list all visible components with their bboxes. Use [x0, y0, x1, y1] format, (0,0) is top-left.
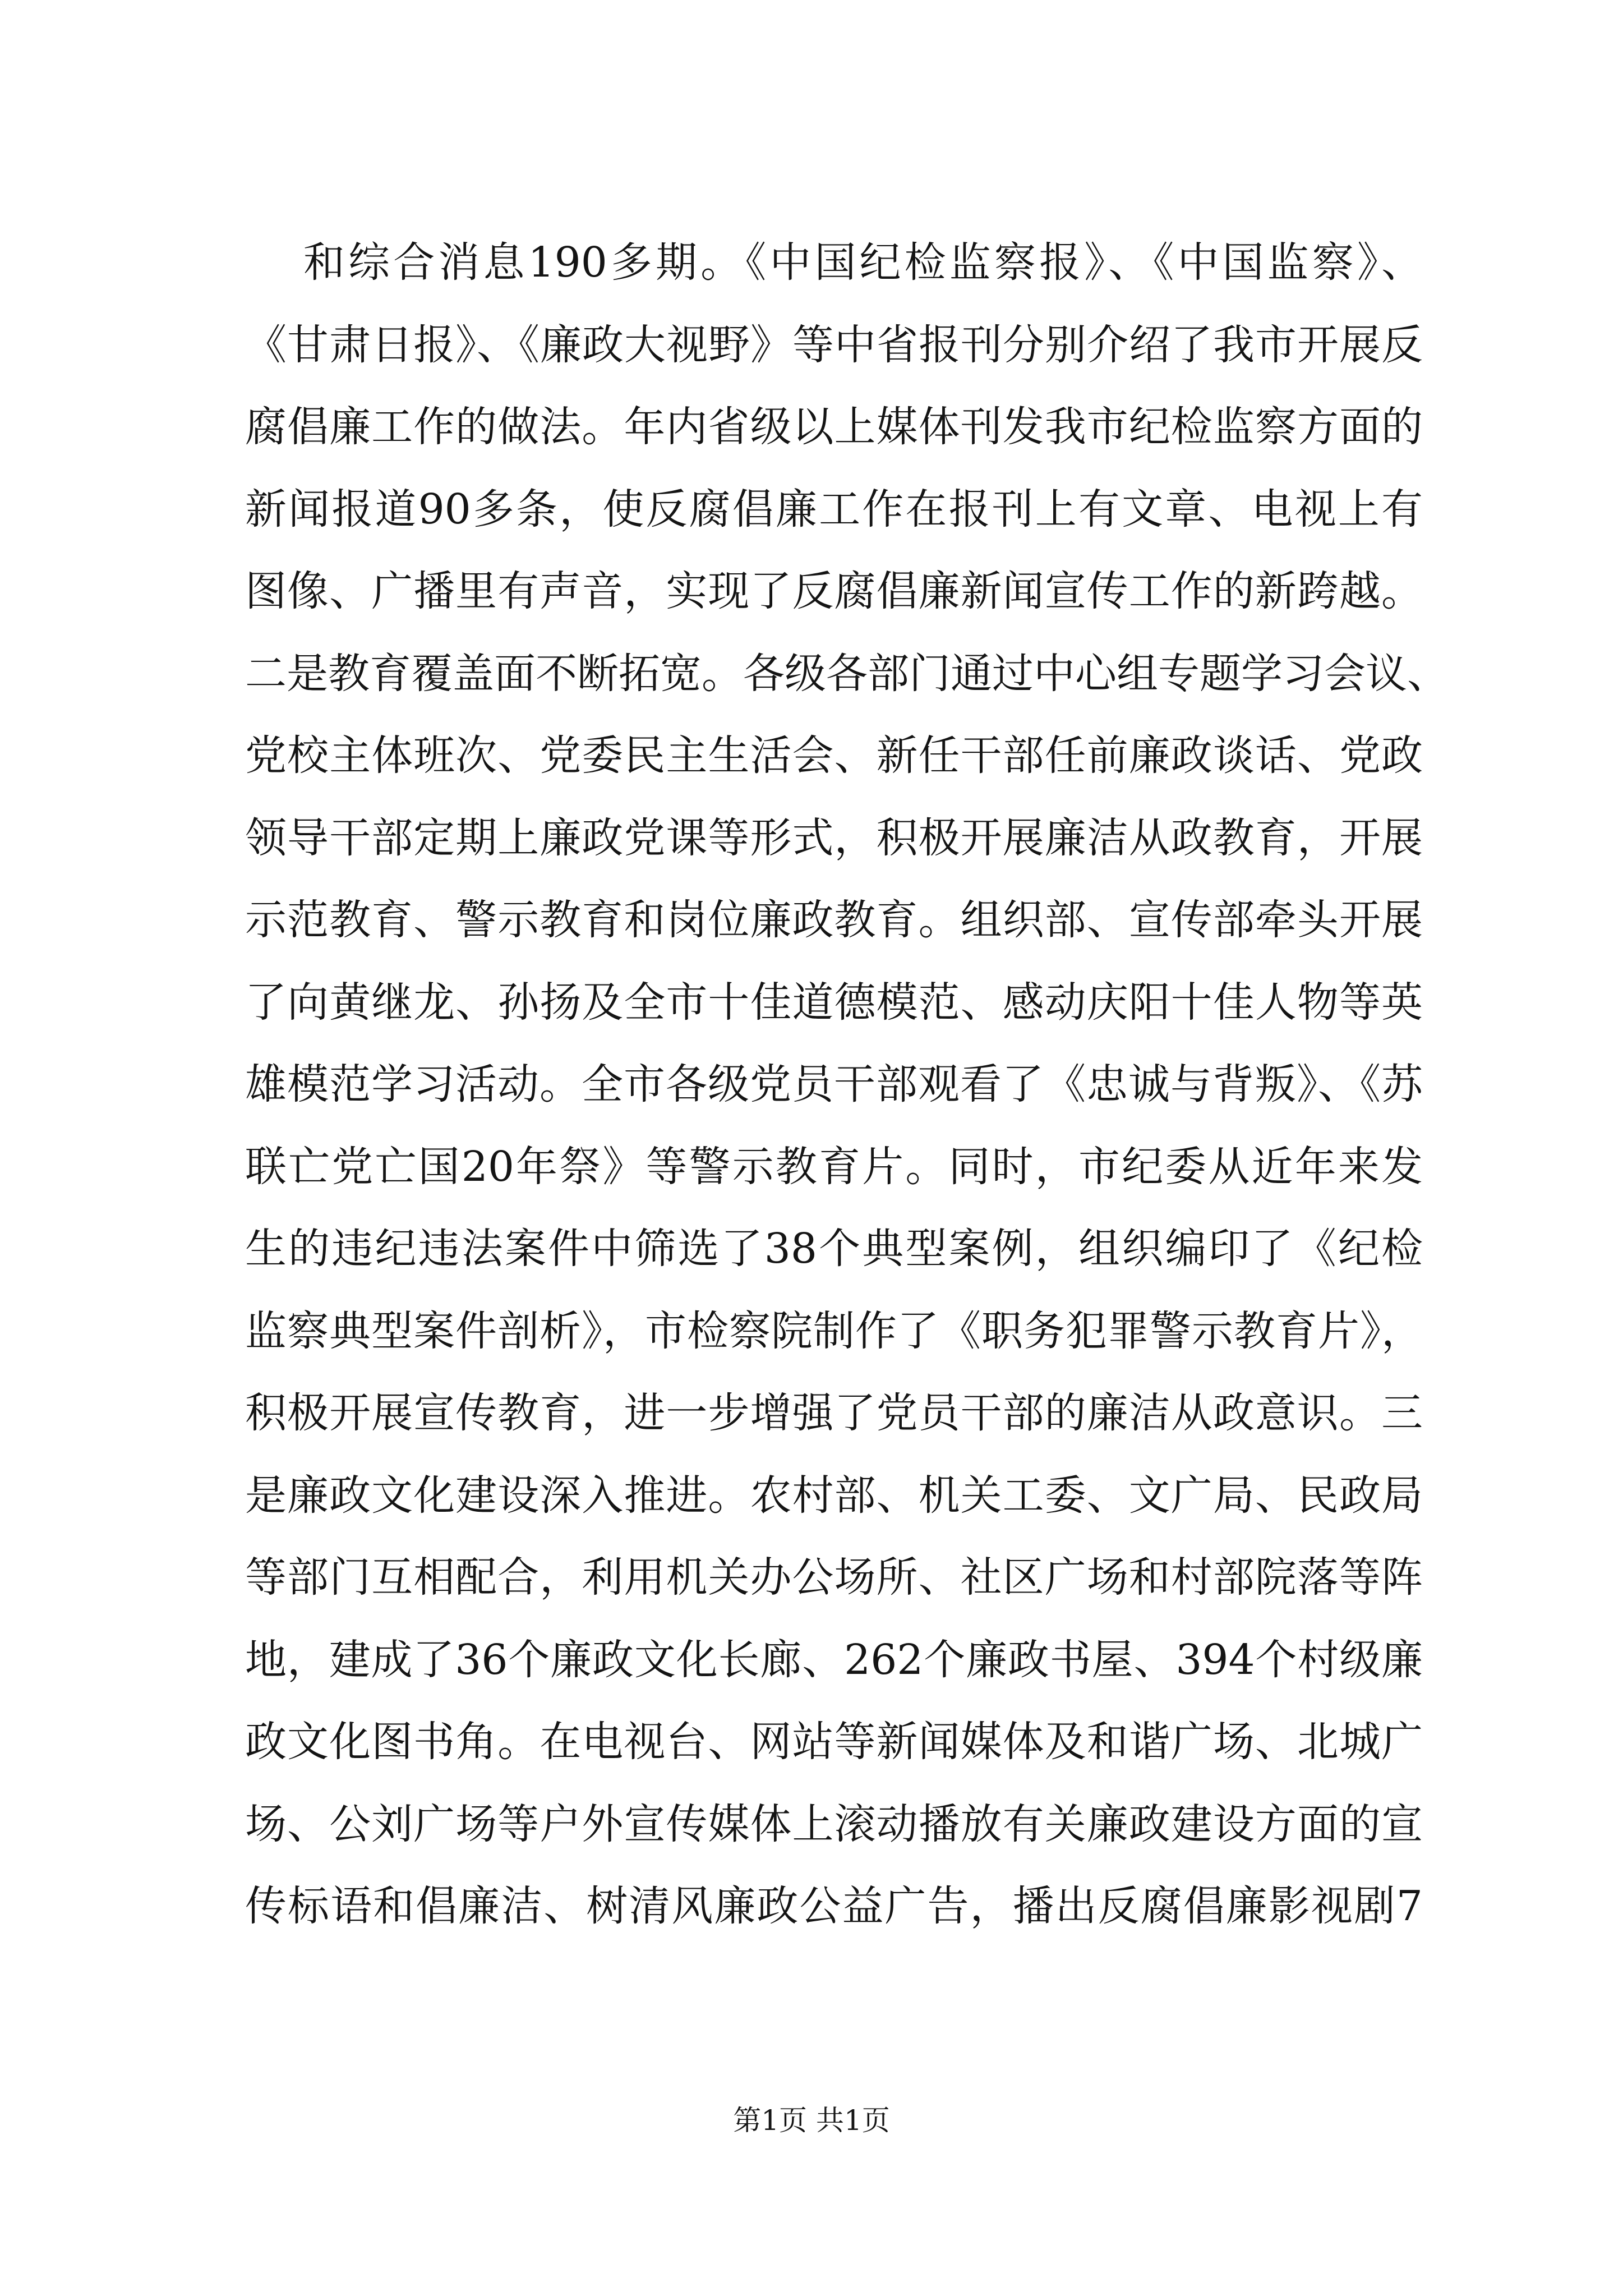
text-line: 联亡党亡国20年祭》等警示教育片。同时，市纪委从近年来发 — [245, 1142, 1423, 1191]
text-line: 腐倡廉工作的做法。年内省级以上媒体刊发我市纪检监察方面的 — [245, 403, 1423, 451]
text-line: 等部门互相配合，利用机关办公场所、社区广场和村部院落等阵 — [245, 1553, 1423, 1602]
text-line: 雄模范学习活动。全市各级党员干部观看了《忠诚与背叛》、《苏 — [245, 1060, 1423, 1108]
text-line: 和综合消息190多期。《中国纪检监察报》、《中国监察》、 — [303, 238, 1423, 287]
text-line: 积极开展宣传教育，进一步增强了党员干部的廉洁从政意识。三 — [245, 1389, 1423, 1437]
text-line: 场、公刘广场等户外宣传媒体上滚动播放有关廉政建设方面的宣 — [245, 1800, 1423, 1848]
text-line: 生的违纪违法案件中筛选了38个典型案例，组织编印了《纪检 — [245, 1225, 1423, 1273]
page-footer: 第1页 共1页 — [733, 2104, 890, 2137]
text-line: 《甘肃日报》、《廉政大视野》等中省报刊分别介绍了我市开展反 — [245, 320, 1423, 369]
text-line: 二是教育覆盖面不断拓宽。各级各部门通过中心组专题学习会议、 — [245, 649, 1449, 698]
text-line: 图像、广播里有声音，实现了反腐倡廉新闻宣传工作的新跨越。 — [245, 567, 1423, 615]
text-line: 传标语和倡廉洁、树清风廉政公益广告，播出反腐倡廉影视剧7 — [245, 1882, 1423, 1930]
text-line: 示范教育、警示教育和岗位廉政教育。组织部、宣传部牵头开展 — [245, 896, 1423, 944]
body-paragraph — [245, 222, 1449, 1948]
text-line: 领导干部定期上廉政党课等形式，积极开展廉洁从政教育，开展 — [245, 813, 1423, 862]
text-line: 是廉政文化建设深入推进。农村部、机关工委、文广局、民政局 — [245, 1471, 1423, 1520]
text-line: 监察典型案件剖析》，市检察院制作了《职务犯罪警示教育片》， — [245, 1306, 1423, 1355]
text-line: 地，建成了36个廉政文化长廊、262个廉政书屋、394个村级廉 — [245, 1635, 1423, 1684]
text-line: 政文化图书角。在电视台、网站等新闻媒体及和谐广场、北城广 — [245, 1718, 1423, 1766]
text-line: 了向黄继龙、孙扬及全市十佳道德模范、感动庆阳十佳人物等英 — [245, 978, 1423, 1027]
text-line: 新闻报道90多条，使反腐倡廉工作在报刊上有文章、电视上有 — [245, 485, 1423, 533]
text-line: 党校主体班次、党委民主生活会、新任干部任前廉政谈话、党政 — [245, 731, 1423, 780]
